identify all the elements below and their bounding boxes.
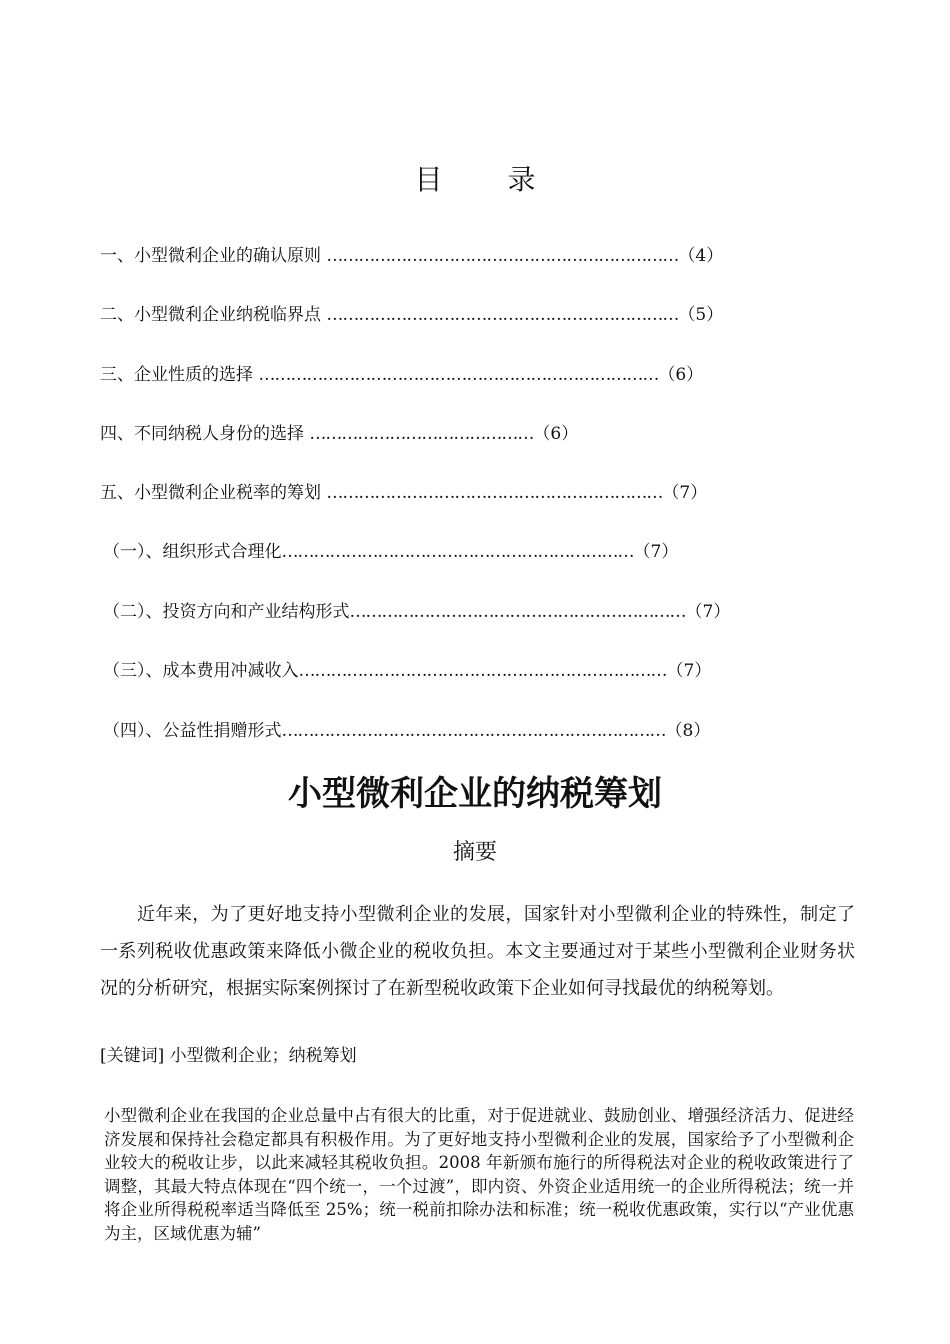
toc-page-number: （8） bbox=[665, 721, 711, 741]
toc-entry-label: 一、小型微利企业的确认原则 bbox=[100, 246, 327, 266]
toc-title: 目 录 bbox=[414, 163, 564, 196]
toc-entry[interactable] bbox=[100, 245, 723, 267]
toc-page-number: （7） bbox=[685, 602, 731, 622]
toc-entry-label: （三）、成本费用冲减收入 bbox=[103, 661, 299, 681]
toc-leader-dots: ……………………………………………………… bbox=[326, 483, 663, 503]
toc-subentry[interactable] bbox=[103, 601, 730, 623]
toc-entry-label: （一）、组织形式合理化 bbox=[103, 542, 282, 562]
toc-entry[interactable] bbox=[100, 482, 707, 504]
toc-page-number: （6） bbox=[533, 424, 579, 444]
toc-entry-label: 二、小型微利企业纳税临界点 bbox=[100, 305, 327, 325]
toc-entry-label: （二）、投资方向和产业结构形式 bbox=[103, 602, 350, 622]
toc-page-number: （7） bbox=[666, 661, 712, 681]
toc-entry[interactable] bbox=[100, 304, 723, 326]
toc-entry[interactable] bbox=[100, 423, 578, 445]
toc-entry-label: （四）、公益性捐赠形式 bbox=[103, 721, 282, 741]
keywords-line: [关键词] 小型微利企业；纳税筹划 bbox=[100, 1046, 357, 1066]
toc-subentry[interactable] bbox=[103, 720, 710, 742]
toc-leader-dots: ……………………………………………………………… bbox=[281, 721, 666, 741]
toc-entry[interactable] bbox=[100, 364, 703, 386]
toc-page-number: （4） bbox=[678, 246, 724, 266]
toc-page-number: （5） bbox=[678, 305, 724, 325]
toc-leader-dots: ………………………………………………………… bbox=[326, 246, 679, 266]
toc-entry-label: 五、小型微利企业税率的筹划 bbox=[100, 483, 327, 503]
body-paragraph: 小型微利企业在我国的企业总量中占有很大的比重，对于促进就业、鼓励创业、增强经济活力、促进经济发展和保持社会稳定都具有积极作用。为了更好地支持小型微利企业的发展，国家给予了小型微利企业较大的税收让步，以此来减轻其税收负担。2008 年新颁布施行的所得税法对企业的税收政策进行了调整，其最大特点体现在“四个统一，一个过渡”，即内资、外资企业适用统一的企业所得税法；统一并将企业所得税税率适当降低至 25%；统一税前扣除办法和标准；统一税收优惠政策，实行以“产业优惠为主，区域优惠为辅” bbox=[104, 1106, 854, 1243]
document-title: 小型微利企业的纳税筹划 bbox=[288, 774, 662, 814]
toc-subentry[interactable] bbox=[103, 541, 678, 563]
toc-entry-label: 四、不同纳税人身份的选择 bbox=[100, 424, 310, 444]
toc-entry-label: 三、企业性质的选择 bbox=[100, 365, 259, 385]
toc-leader-dots: …………………………………… bbox=[309, 424, 534, 444]
abstract-heading: 摘要 bbox=[452, 840, 497, 865]
toc-page-number: （7） bbox=[662, 483, 708, 503]
toc-leader-dots: ………………………………………………………………… bbox=[258, 365, 659, 385]
toc-leader-dots: …………………………………………………………… bbox=[298, 661, 667, 681]
toc-leader-dots: ………………………………………………………… bbox=[281, 542, 634, 562]
toc-page-number: （6） bbox=[658, 365, 704, 385]
toc-leader-dots: ………………………………………………………… bbox=[326, 305, 679, 325]
toc-leader-dots: ……………………………………………………… bbox=[349, 602, 686, 622]
abstract-text: 近年来，为了更好地支持小型微利企业的发展，国家针对小型微利企业的特殊性，制定了一系列税收优惠政策来降低小微企业的税收负担。本文主要通过对于某些小型微利企业财务状况的分析研究，根据实际案例探讨了在新型税收政策下企业如何寻找最优的纳税筹划。 bbox=[100, 904, 855, 999]
toc-subentry[interactable] bbox=[103, 660, 711, 682]
toc-page-number: （7） bbox=[633, 542, 679, 562]
